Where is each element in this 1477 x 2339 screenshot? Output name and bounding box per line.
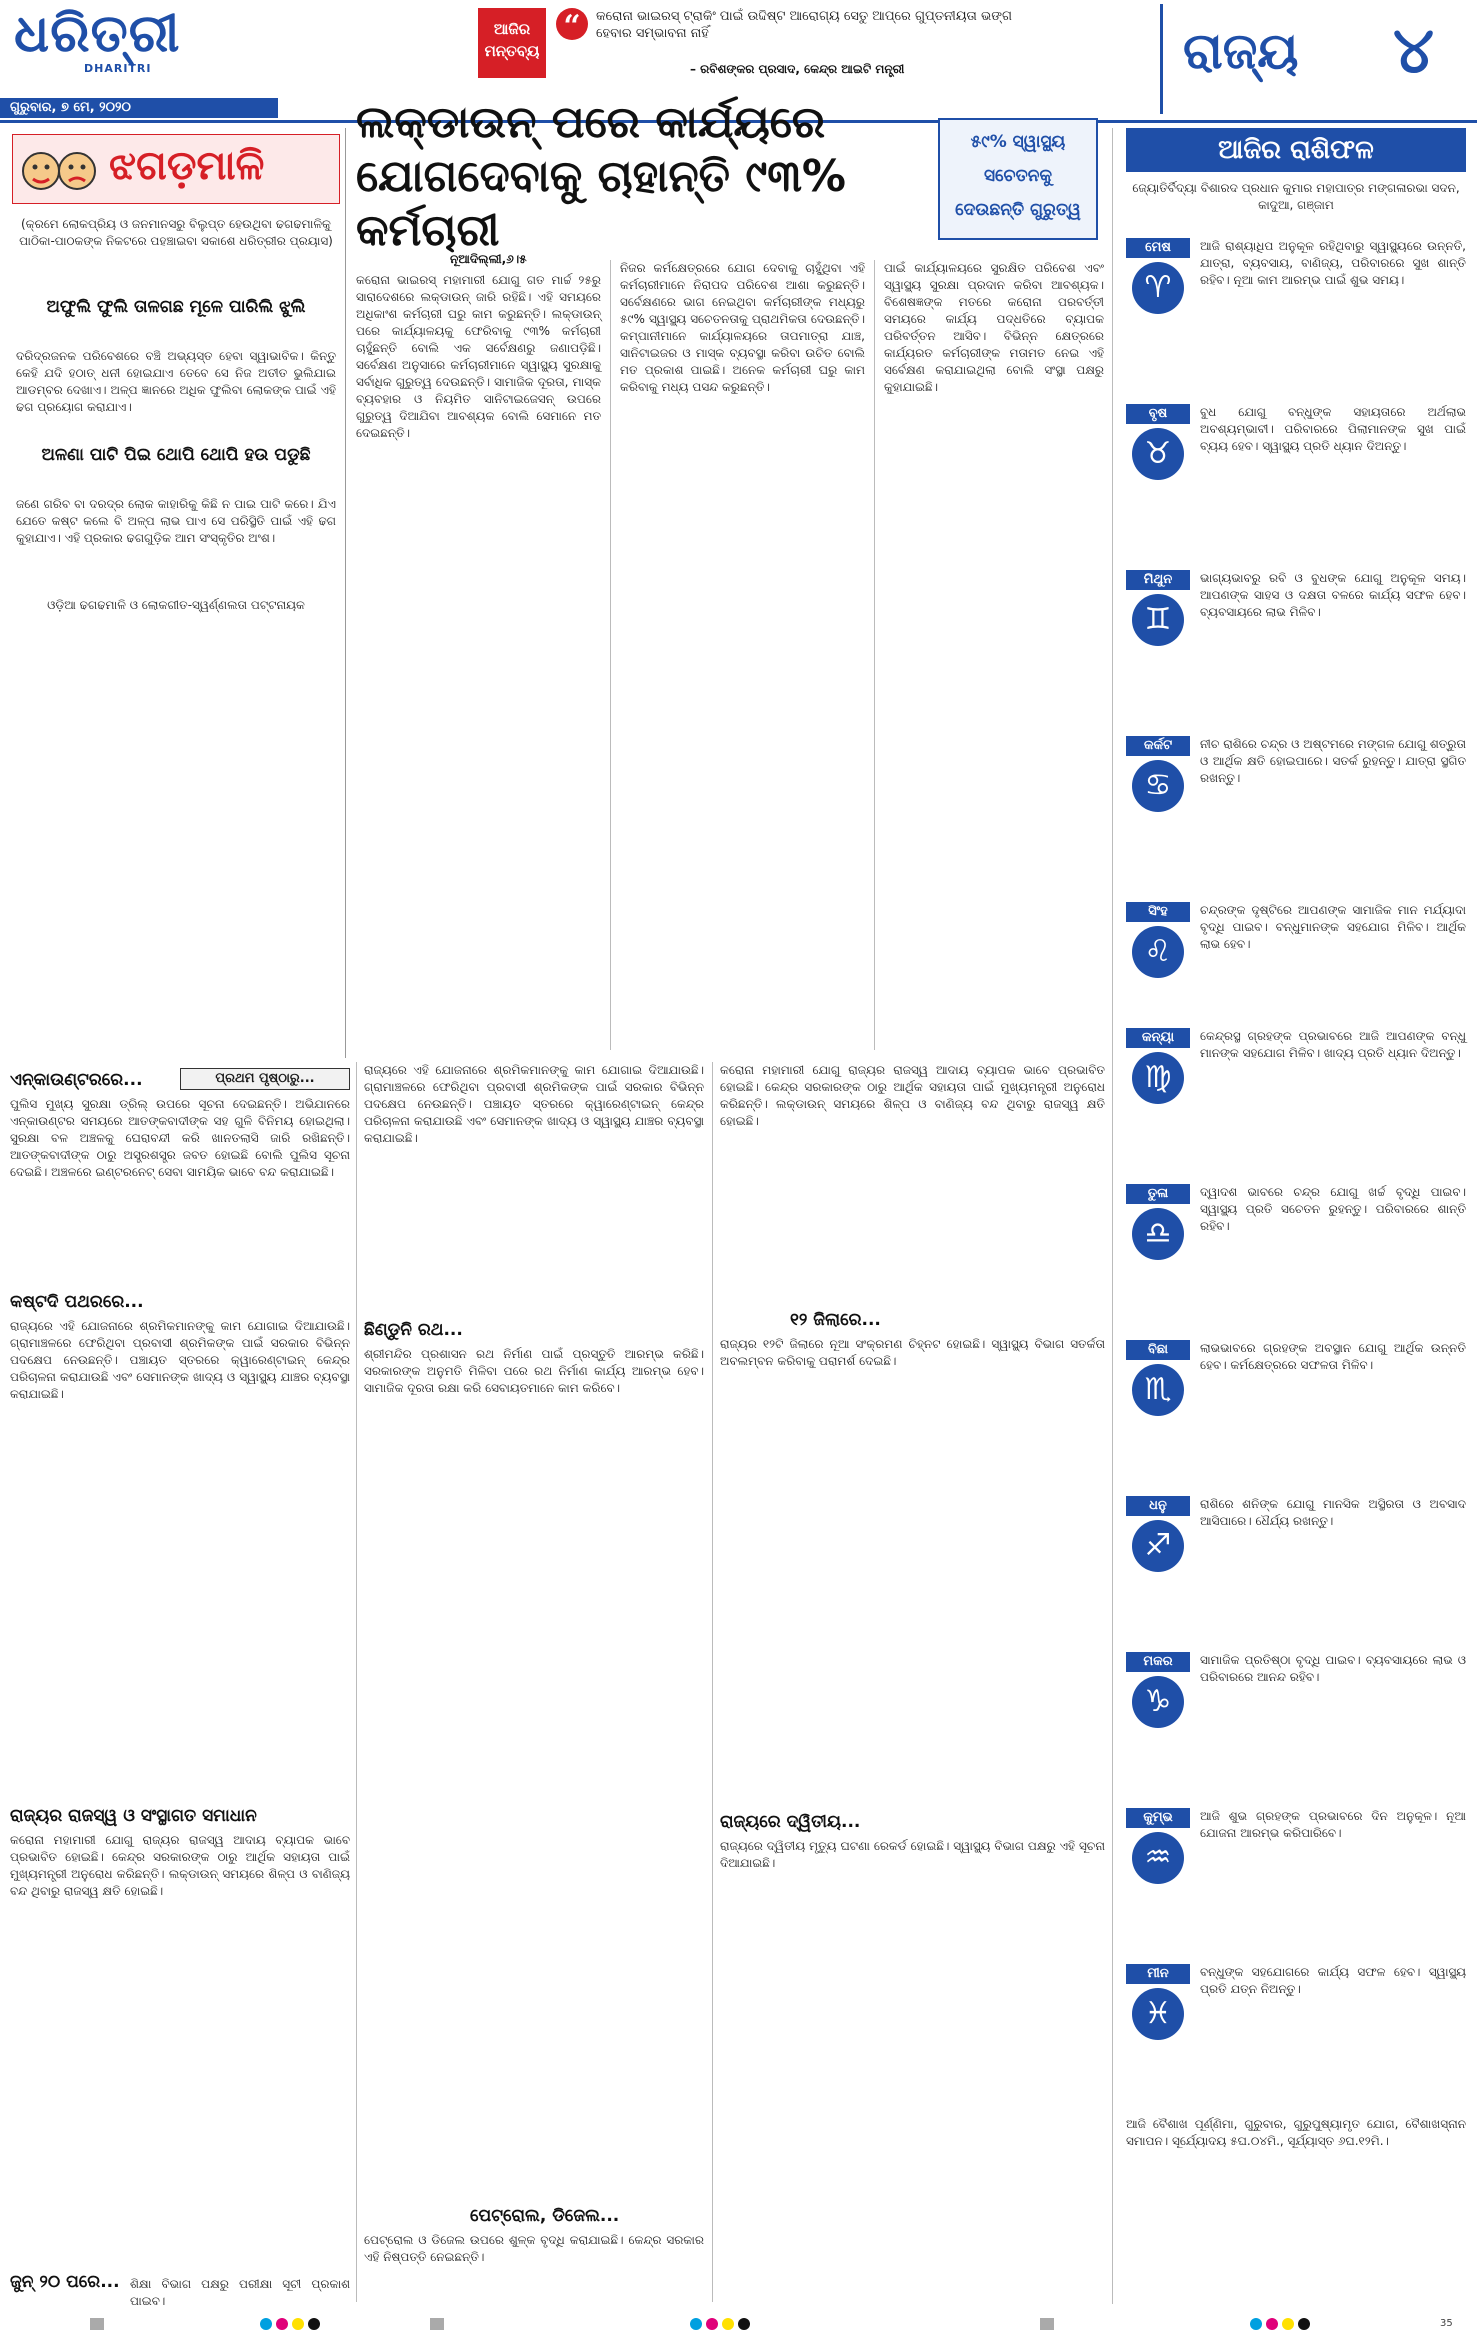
capricorn-icon: ♑	[1132, 1676, 1184, 1728]
scorpio-icon: ♏	[1132, 1364, 1184, 1416]
taurus-icon: ♉	[1132, 428, 1184, 480]
sign-gemini	[1126, 570, 1466, 720]
sign-label: କର୍କଟ	[1126, 736, 1190, 756]
story-june: ଶିକ୍ଷା ବିଭାଗ ପକ୍ଷରୁ ପରୀକ୍ଷା ସୂଚୀ ପ୍ରକାଶ ପାଇବ।	[130, 2277, 350, 2308]
sign-libra	[1126, 1184, 1466, 1334]
print-footer	[0, 2308, 1477, 2339]
subhead-revenue: ରାଜ୍ୟର ରାଜସ୍ୱ ଓ ସଂସ୍ଥାଗତ ସମାଧାନ	[10, 1806, 257, 1826]
sign-label: ବିଛା	[1126, 1340, 1190, 1360]
yellow-dot-icon	[292, 2318, 304, 2330]
badge-line-2: ସଚେତନକୁ	[983, 166, 1053, 186]
lead-column-1: କରୋନା ଭାଇରସ୍ ମହାମାରୀ ଯୋଗୁ ଗତ ମାର୍ଚ୍ଚ ୨୫ରୁ ସାରାଦେଶରେ ଲକ୍‌ଡାଉନ୍ ଜାରି ରହିଛି। ଏହି ସମୟରେ ଅଧିକାଂଶ କର୍ମଚାରୀ ଘରୁ କାମ କରୁଛନ୍ତି। ଲକ୍‌ଡାଉନ୍ ପରେ କାର୍ଯ୍ୟାଳୟକୁ ଫେରିବାକୁ ୯୩% କର୍ମଚାରୀ ଚାହୁଁଛନ୍ତି ବୋଲି ଏକ ସର୍ବେକ୍ଷଣରୁ ଜଣାପଡ଼ିଛି। ସର୍ବେକ୍ଷଣ ଅନୁସାରେ କର୍ମଚାରୀମାନେ ସ୍ୱାସ୍ଥ୍ୟ ସୁରକ୍ଷାକୁ ସର୍ବାଧିକ ଗୁରୁତ୍ୱ ଦେଉଛନ୍ତି। ସାମାଜିକ ଦୂରତା, ମାସ୍କ ବ୍ୟବହାର ଓ ନିୟମିତ ସାନିଟାଇଜେସନ୍ ଉପରେ ଗୁରୁତ୍ୱ ଦିଆଯିବା ଆବଶ୍ୟକ ବୋଲି ସେମାନେ ମତ ଦେଇଛନ୍ତି।	[356, 273, 601, 440]
feature-proverb-1: ଅଫୁଲି ଫୁଲି ତାଳଗଛ ମୂଳେ ପାରିଲି ଝୁଲି	[46, 297, 306, 317]
subhead-encounter: ଏନ୍‌କାଉଣ୍ଟରରେ...	[10, 1070, 143, 1090]
sign-text: ବନ୍ଧୁଙ୍କ ସହଯୋଗରେ କାର୍ଯ୍ୟ ସଫଳ ହେବ। ସ୍ୱାସ୍ଥ୍ୟ ପ୍ରତି ଯତ୍ନ ନିଅନ୍ତୁ।	[1200, 1965, 1466, 1996]
column-rule	[712, 1062, 713, 2302]
subhead-second: ରାଜ୍ୟରେ ଦ୍ୱିତୀୟ...	[720, 1812, 861, 1832]
sign-label: ମକର	[1126, 1652, 1190, 1672]
subhead-june: ଜୁନ୍ ୨୦ ପରେ...	[10, 2272, 120, 2292]
print-mark	[1040, 2318, 1054, 2330]
lead-badge	[938, 118, 1098, 240]
libra-icon: ♎	[1132, 1208, 1184, 1260]
story-continued-a: ରାଜ୍ୟରେ ଏହି ଯୋଜନାରେ ଶ୍ରମିକମାନଙ୍କୁ କାମ ଯୋଗାଇ ଦିଆଯାଉଛି। ଗ୍ରାମାଞ୍ଚଳରେ ଫେରିଥିବା ପ୍ରବାସୀ ଶ୍ରମିକଙ୍କ ପାଇଁ ସରକାର ବିଭିନ୍ନ ପଦକ୍ଷେପ ନେଉଛନ୍ତି। ପଞ୍ଚାୟତ ସ୍ତରରେ କ୍ୱାରେଣ୍ଟାଇନ୍ କେନ୍ଦ୍ର ପରିଚାଳନା କରାଯାଉଛି ଏବଂ ସେମାନଙ୍କ ଖାଦ୍ୟ ଓ ସ୍ୱାସ୍ଥ୍ୟ ଯାଞ୍ଚର ବ୍ୟବସ୍ଥା କରାଯାଇଛି।	[364, 1063, 704, 1145]
column-rule	[874, 260, 875, 1050]
leo-icon: ♌	[1132, 926, 1184, 978]
sign-text: ରାଶିରେ ଶନିଙ୍କ ଯୋଗୁ ମାନସିକ ଅସ୍ଥିରତା ଓ ଅବସାଦ ଆସିପାରେ। ଧୈର୍ଯ୍ୟ ରଖନ୍ତୁ।	[1200, 1497, 1466, 1528]
sign-label: ମୀନ	[1126, 1964, 1190, 1984]
story-chariot: ଶ୍ରୀମନ୍ଦିର ପ୍ରଶାସନ ରଥ ନିର୍ମାଣ ପାଇଁ ପ୍ରସ୍ତୁତି ଆରମ୍ଭ କରିଛି। ସରକାରଙ୍କ ଅନୁମତି ମିଳିବା ପରେ ରଥ ନିର୍ମାଣ କାର୍ଯ୍ୟ ଆରମ୍ଭ ହେବ। ସାମାଜିକ ଦୂରତା ରକ୍ଷା କରି ସେବାୟତମାନେ କାମ କରିବେ।	[364, 1347, 704, 1395]
almanac-footer: ଆଜି ବୈଶାଖ ପୂର୍ଣ୍ଣିମା, ଗୁରୁବାର, ଗୁରୁପୁଷ୍ୟାମୃତ ଯୋଗ, ବୈଶାଖସ୍ନାନ ସମାପନ। ସୂର୍ଯ୍ୟୋଦୟ ୫ଘ.୦୪ମି., ସୂର୍ଯ୍ୟାସ୍ତ ୬ଘ.୧୨ମି.।	[1126, 2117, 1466, 2148]
print-mark	[430, 2318, 444, 2330]
subhead-labour: କଷ୍ଟଦି ପଥରରେ...	[10, 1292, 144, 1312]
lead-headline: ଲକ୍‌ଡାଉନ୍ ପରେ କାର୍ଯ୍ୟରେ ଯୋଗଦେବାକୁ ଚାହାନ୍ତି ୯୩% କର୍ମଚାରୀ	[356, 97, 846, 256]
badge-line-3: ଦେଉଛନ୍ତି ଗୁରୁତ୍ୱ	[955, 200, 1081, 220]
section-name: ରାଜ୍ୟ	[1183, 22, 1299, 80]
horoscope	[1120, 128, 1470, 2288]
cyan-dot-icon	[690, 2318, 702, 2330]
virgo-icon: ♍	[1132, 1052, 1184, 1104]
quote-text: କରୋନା ଭାଇରସ୍ ଟ୍ରାକିଂ ପାଇଁ ଉଦ୍ଦିଷ୍ଟ ଆରୋଗ୍ୟ ସେତୁ ଆପ୍‌ରେ ଗୁପ୍ତନୀୟତା ଭଙ୍ଗ ହେବାର ସମ୍ଭାବନା ନାହିଁ	[596, 9, 1012, 41]
story-encounter: ପୁଲିସ ମୁଖ୍ୟ ସୁରକ୍ଷା ଡ୍ରିଲ୍ ଉପରେ ସୂଚନା ଦେଇଛନ୍ତି। ଅଭିଯାନରେ ଏନ୍‌କାଉଣ୍ଟର ସମୟରେ ଆତଙ୍କବାଦୀଙ୍କ ସହ ଗୁଳି ବିନିମୟ ହୋଇଥିଲା। ସୁରକ୍ଷା ବଳ ଅଞ୍ଚଳକୁ ଘେରାବନ୍ଦୀ କରି ଖାନତଲାସି ଜାରି ରଖିଛନ୍ତି। ଆତଙ୍କବାଦୀଙ୍କ ଠାରୁ ଅସ୍ତ୍ରଶସ୍ତ୍ର ଜବତ ହୋଇଛି ବୋଲି ପୁଲିସ ସୂଚନା ଦେଇଛି। ଅଞ୍ଚଳରେ ଇଣ୍ଟରନେଟ୍ ସେବା ସାମୟିକ ଭାବେ ବନ୍ଦ କରାଯାଇଛି।	[10, 1097, 350, 1179]
story-districts: ରାଜ୍ୟର ୧୨ଟି ଜିଲାରେ ନୂଆ ସଂକ୍ରମଣ ଚିହ୍ନଟ ହୋଇଛି। ସ୍ୱାସ୍ଥ୍ୟ ବିଭାଗ ସତର୍କତା ଅବଲମ୍ବନ କରିବାକୁ ପରାମର୍ଶ ଦେଇଛି।	[720, 1337, 1105, 1368]
sign-label: ଧନୁ	[1126, 1496, 1190, 1516]
lead-dateline: ନୂଆଦିଲ୍ଲୀ,୬।୫	[450, 252, 527, 266]
cyan-dot-icon	[260, 2318, 272, 2330]
story-second: ରାଜ୍ୟରେ ଦ୍ୱିତୀୟ ମୃତ୍ୟୁ ଘଟଣା ରେକର୍ଡ ହୋଇଛି। ସ୍ୱାସ୍ଥ୍ୟ ବିଭାଗ ପକ୍ଷରୁ ଏହି ସୂଚନା ଦିଆଯାଇଛି।	[720, 1839, 1105, 1870]
horoscope-byline: ଜ୍ୟୋତିର୍ବିଦ୍ୟା ବିଶାରଦ ପ୍ରଧାନ କୁମାର ମହାପାତ୍ର ମଙ୍ଗଳାରଭା ସଦନ, କାଦୁଆ, ଗଞ୍ଜାମ	[1132, 181, 1460, 212]
logo	[14, 3, 254, 98]
quote-mark-icon: “	[556, 8, 588, 40]
feature-body-2: ଜଣେ ଗରିବ ବା ଦରଦ୍ର ଲୋକ କାହାରିକୁ କିଛି ନ ପାଇ ପାଟି କରେ। ଯିଏ ଯେତେ କଷ୍ଟ କଲେ ବି ଅଳ୍ପ ଲାଭ ପାଏ ସେ ପରିସ୍ଥିତି ପାଇଁ ଏହି ଢଗ କୁହାଯାଏ। ଏହି ପ୍ରକାର ଢଗଗୁଡ଼ିକ ଆମ ସଂସ୍କୃତିର ଅଂଶ।	[16, 497, 336, 545]
story-petrol: ପେଟ୍ରୋଲ ଓ ଡିଜେଲ ଉପରେ ଶୁଳ୍କ ବୃଦ୍ଧି କରାଯାଇଛି। କେନ୍ଦ୍ର ସରକାର ଏହି ନିଷ୍ପତ୍ତି ନେଇଛନ୍ତି।	[364, 2233, 704, 2264]
section-box	[1160, 4, 1470, 114]
sign-text: ସାମାଜିକ ପ୍ରତିଷ୍ଠା ବୃଦ୍ଧି ପାଇବ। ବ୍ୟବସାୟରେ ଲାଭ ଓ ପରିବାରରେ ଆନନ୍ଦ ରହିବ।	[1200, 1653, 1466, 1684]
logo-text: ଧରିତ୍ରୀ	[14, 3, 181, 64]
story-continued-b: କରୋନା ମହାମାରୀ ଯୋଗୁ ରାଜ୍ୟର ରାଜସ୍ୱ ଆଦାୟ ବ୍ୟାପକ ଭାବେ ପ୍ରଭାବିତ ହୋଇଛି। କେନ୍ଦ୍ର ସରକାରଙ୍କ ଠାରୁ ଆର୍ଥିକ ସହାୟତା ପାଇଁ ମୁଖ୍ୟମନ୍ତ୍ରୀ ଅନୁରୋଧ କରିଛନ୍ତି। ଲକ୍‌ଡାଉନ୍ ସମୟରେ ଶିଳ୍ପ ଓ ବାଣିଜ୍ୟ ବନ୍ଦ ଥିବାରୁ ରାଜସ୍ୱ କ୍ଷତି ହୋଇଛି।	[720, 1063, 1105, 1128]
black-dot-icon	[738, 2318, 750, 2330]
faces-icon	[19, 141, 99, 199]
sign-text: ବୁଧ ଯୋଗୁ ବନ୍ଧୁଙ୍କ ସହାୟତାରେ ଅର୍ଥଲାଭ ଅବଶ୍ୟମ୍ଭାବୀ। ପରିବାରରେ ପିଲାମାନଙ୍କ ସୁଖ ପାଇଁ ବ୍ୟୟ ହେବ। ସ୍ୱାସ୍ଥ୍ୟ ପ୍ରତି ଧ୍ୟାନ ଦିଅନ୍ତୁ।	[1200, 405, 1466, 453]
column-rule	[610, 260, 611, 1050]
story-labour: ରାଜ୍ୟରେ ଏହି ଯୋଜନାରେ ଶ୍ରମିକମାନଙ୍କୁ କାମ ଯୋଗାଇ ଦିଆଯାଉଛି। ଗ୍ରାମାଞ୍ଚଳରେ ଫେରିଥିବା ପ୍ରବାସୀ ଶ୍ରମିକଙ୍କ ପାଇଁ ସରକାର ବିଭିନ୍ନ ପଦକ୍ଷେପ ନେଉଛନ୍ତି। ପଞ୍ଚାୟତ ସ୍ତରରେ କ୍ୱାରେଣ୍ଟାଇନ୍ କେନ୍ଦ୍ର ପରିଚାଳନା କରାଯାଉଛି ଏବଂ ସେମାନଙ୍କ ଖାଦ୍ୟ ଓ ସ୍ୱାସ୍ଥ୍ୟ ଯାଞ୍ଚର ବ୍ୟବସ୍ଥା କରାଯାଇଛି।	[10, 1319, 350, 1401]
sign-label: କୁମ୍ଭ	[1126, 1808, 1190, 1828]
yellow-dot-icon	[1282, 2318, 1294, 2330]
feature-intro: (କ୍ରମେ ଲୋକପ୍ରିୟ ଓ ଜନମାନସରୁ ବିଲୁପ୍ତ ହେଉଥିବା ଢଗଢମାଳିକୁ ପାଠିକା-ପାଠକଙ୍କ ନିକଟରେ ପହଞ୍ଚାଇବା ସକାଶେ ଧରିତ୍ରୀର ପ୍ରୟାସ)	[19, 217, 333, 248]
date-bar: ଗୁରୁବାର, ୭ ମେ, ୨୦୨୦	[0, 98, 278, 118]
subhead-petrol: ପେଟ୍ରୋଲ, ଡିଜେଲ...	[470, 2206, 620, 2226]
aquarius-icon: ♒	[1132, 1832, 1184, 1884]
from-front-label: ପ୍ରଥମ ପୃଷ୍ଠାରୁ...	[180, 1068, 350, 1090]
page-mark: 35	[1440, 2318, 1453, 2329]
logo-subtitle: DHARITRI	[84, 62, 152, 75]
cancer-icon: ♋	[1132, 760, 1184, 812]
subhead-districts: ୧୨ ଜିଲାରେ...	[790, 1310, 881, 1330]
feature-title: ଝଗଡ଼ମାଳି	[109, 143, 265, 189]
sign-text: ଆଜି ଶୁଭ ଗ୍ରହଙ୍କ ପ୍ରଭାବରେ ଦିନ ଅନୁକୂଳ। ନୂଆ ଯୋଜନା ଆରମ୍ଭ କରିପାରିବେ।	[1200, 1809, 1466, 1840]
magenta-dot-icon	[706, 2318, 718, 2330]
sign-text: କେନ୍ଦ୍ରସ୍ଥ ଗ୍ରହଙ୍କ ପ୍ରଭାବରେ ଆଜି ଆପଣଙ୍କ ବନ୍ଧୁ ମାନଙ୍କ ସହଯୋଗ ମିଳିବ। ଖାଦ୍ୟ ପ୍ରତି ଧ୍ୟାନ ଦିଅନ୍ତୁ।	[1200, 1029, 1466, 1060]
gemini-icon: ♊	[1132, 594, 1184, 646]
print-mark	[90, 2318, 104, 2330]
sign-taurus	[1126, 404, 1466, 554]
page-number: ୪	[1393, 14, 1435, 88]
story-revenue: କରୋନା ମହାମାରୀ ଯୋଗୁ ରାଜ୍ୟର ରାଜସ୍ୱ ଆଦାୟ ବ୍ୟାପକ ଭାବେ ପ୍ରଭାବିତ ହୋଇଛି। କେନ୍ଦ୍ର ସରକାରଙ୍କ ଠାରୁ ଆର୍ଥିକ ସହାୟତା ପାଇଁ ମୁଖ୍ୟମନ୍ତ୍ରୀ ଅନୁରୋଧ କରିଛନ୍ତି। ଲକ୍‌ଡାଉନ୍ ସମୟରେ ଶିଳ୍ପ ଓ ବାଣିଜ୍ୟ ବନ୍ଦ ଥିବାରୁ ରାଜସ୍ୱ କ୍ଷତି ହୋଇଛି।	[10, 1833, 350, 1898]
lead-column-2: ନିଜର କର୍ମକ୍ଷେତ୍ରରେ ଯୋଗ ଦେବାକୁ ଚାହୁଁଥିବା ଏହି କର୍ମଚାରୀମାନେ ନିରାପଦ ପରିବେଶ ଆଶା କରୁଛନ୍ତି। ସର୍ବେକ୍ଷଣରେ ଭାଗ ନେଇଥିବା କର୍ମଚାରୀଙ୍କ ମଧ୍ୟରୁ ୫୯% ସ୍ୱାସ୍ଥ୍ୟ ସଚେତନତାକୁ ପ୍ରାଥମିକତା ଦେଉଛନ୍ତି। କମ୍ପାନୀମାନେ କାର୍ଯ୍ୟାଳୟରେ ତାପମାତ୍ରା ଯାଞ୍ଚ, ସାନିଟାଇଜର ଓ ମାସ୍କ ବ୍ୟବସ୍ଥା କରିବା ଉଚିତ ବୋଲି ମତ ପ୍ରକାଶ ପାଇଛି। ଅନେକ କର୍ମଚାରୀ ଘରୁ କାମ କରିବାକୁ ମଧ୍ୟ ପସନ୍ଦ କରୁଛନ୍ତି।	[620, 261, 865, 394]
horoscope-title: ଆଜିର ରାଶିଫଳ	[1126, 128, 1466, 172]
sign-pisces	[1126, 1964, 1466, 2114]
feature-credit: ଓଡ଼ିଆ ଢଗଢମାଳି ଓ ଲୋକଗୀତ-ସ୍ୱର୍ଣ୍ଣଲତା ପଟ୍ଟନାୟକ	[47, 598, 305, 612]
sign-cancer	[1126, 736, 1466, 886]
quote-tag: ଆଜିର ମନ୍ତବ୍ୟ	[478, 8, 546, 78]
subhead-chariot: ଛିଣ୍ଡୁନି ରଥ...	[364, 1320, 463, 1340]
cyan-dot-icon	[1250, 2318, 1262, 2330]
sign-virgo	[1126, 1028, 1466, 1178]
sign-label: କନ୍ୟା	[1126, 1028, 1190, 1048]
column-rule	[1112, 128, 1113, 2304]
sign-text: ନୀଚ ରାଶିରେ ଚନ୍ଦ୍ର ଓ ଅଷ୍ଟମରେ ମଙ୍ଗଳ ଯୋଗୁ ଶତ୍ରୁତା ଓ ଆର୍ଥିକ କ୍ଷତି ହୋଇପାରେ। ସତର୍କ ରୁହନ୍ତୁ। ଯାତ୍ରା ସ୍ଥଗିତ ରଖନ୍ତୁ।	[1200, 737, 1466, 785]
column-rule	[356, 1062, 357, 2302]
sign-text: ଲାଭଭାବରେ ଗ୍ରହଙ୍କ ଅବସ୍ଥାନ ଯୋଗୁ ଆର୍ଥିକ ଉନ୍ନତି ହେବ। କର୍ମକ୍ଷେତ୍ରରେ ସଫଳତା ମିଳିବ।	[1200, 1341, 1466, 1372]
sign-sagittarius	[1126, 1496, 1466, 1646]
sign-text: ଦ୍ୱାଦଶ ଭାବରେ ଚନ୍ଦ୍ର ଯୋଗୁ ଖର୍ଚ୍ଚ ବୃଦ୍ଧି ପାଇବ। ସ୍ୱାସ୍ଥ୍ୟ ପ୍ରତି ସଚେତନ ରୁହନ୍ତୁ। ପରିବାରରେ ଶାନ୍ତି ରହିବ।	[1200, 1185, 1466, 1233]
sign-aquarius	[1126, 1808, 1466, 1958]
sign-text: ଆଜି ରାଶ୍ୟାଧିପ ଅନୁକୂଳ ରହିଥିବାରୁ ସ୍ୱାସ୍ଥ୍ୟରେ ଉନ୍ନତି, ଯାତ୍ରା, ବ୍ୟବସାୟ, ବାଣିଜ୍ୟ, ପରିବାରରେ ସୁଖ ଶାନ୍ତି ରହିବ। ନୂଆ କାମ ଆରମ୍ଭ ପାଇଁ ଶୁଭ ସମୟ।	[1200, 239, 1466, 287]
sign-text: ଭାଗ୍ୟଭାବରୁ ରବି ଓ ବୁଧଙ୍କ ଯୋଗୁ ଅନୁକୂଳ ସମୟ। ଆପଣଙ୍କ ସାହସ ଓ ଦକ୍ଷତା ବଳରେ କାର୍ଯ୍ୟ ସଫଳ ହେବ। ବ୍ୟବସାୟରେ ଲାଭ ମିଳିବ।	[1200, 571, 1466, 619]
aries-icon: ♈	[1132, 262, 1184, 314]
feature-box	[6, 128, 346, 1058]
magenta-dot-icon	[1266, 2318, 1278, 2330]
sign-label: ସିଂହ	[1126, 902, 1190, 922]
black-dot-icon	[308, 2318, 320, 2330]
quote-author: – ରବିଶଙ୍କର ପ୍ରସାଦ, କେନ୍ଦ୍ର ଆଇଟି ମନ୍ତ୍ରୀ	[690, 62, 905, 76]
sign-aries	[1126, 238, 1466, 388]
sign-text: ଚନ୍ଦ୍ରଙ୍କ ଦୃଷ୍ଟିରେ ଆପଣଙ୍କ ସାମାଜିକ ମାନ ମର୍ଯ୍ୟାଦା ବୃଦ୍ଧି ପାଇବ। ବନ୍ଧୁମାନଙ୍କ ସହଯୋଗ ମିଳିବ। ଆର୍ଥିକ ଲାଭ ହେବ।	[1200, 903, 1466, 951]
sagittarius-icon: ♐	[1132, 1520, 1184, 1572]
sign-label: ବୃଷ	[1126, 404, 1190, 424]
sign-label: ମେଷ	[1126, 238, 1190, 258]
yellow-dot-icon	[722, 2318, 734, 2330]
sign-capricorn	[1126, 1652, 1466, 1802]
feature-body-1: ଦରିଦ୍ରଜନକ ପରିବେଶରେ ବଞ୍ଚି ଅଭ୍ୟସ୍ତ ହେବା ସ୍ୱାଭାବିକ। କିନ୍ତୁ କେହି ଯଦି ହଠାତ୍ ଧନୀ ହୋଇଯାଏ ତେବେ ସେ ନିଜ ଅତୀତ ଭୁଲିଯାଇ ଆଡମ୍ବର ଦେଖାଏ। ଅଳ୍ପ ଜ୍ଞାନରେ ଅଧିକ ଫୁଲିବା ଲୋକଙ୍କ ପାଇଁ ଏହି ଢଗ ପ୍ରୟୋଗ କରାଯାଏ।	[16, 349, 336, 414]
sign-label: ତୁଳା	[1126, 1184, 1190, 1204]
feature-header	[12, 134, 340, 204]
badge-line-1: ୫୯% ସ୍ୱାସ୍ଥ୍ୟ	[970, 132, 1066, 152]
magenta-dot-icon	[276, 2318, 288, 2330]
feature-proverb-2: ଅଳଣା ପାଟି ପିଇ ଥୋପି ଥୋପି ହଉ ପଡୁଛି	[41, 445, 311, 465]
lead-column-3: ପାଇଁ କାର୍ଯ୍ୟାଳୟରେ ସୁରକ୍ଷିତ ପରିବେଶ ଏବଂ ସ୍ୱାସ୍ଥ୍ୟ ସୁରକ୍ଷା ପ୍ରଦାନ କରିବା ଆବଶ୍ୟକ। ବିଶେଷଜ୍ଞଙ୍କ ମତରେ କରୋନା ପରବର୍ତ୍ତୀ ସମୟରେ କାର୍ଯ୍ୟ ପଦ୍ଧତିରେ ବ୍ୟାପକ ପରିବର୍ତ୍ତନ ଆସିବ। ବିଭିନ୍ନ କ୍ଷେତ୍ରରେ କାର୍ଯ୍ୟରତ କର୍ମଚାରୀଙ୍କ ମତାମତ ନେଇ ଏହି ସର୍ବେକ୍ଷଣ କରାଯାଇଥିଲା ବୋଲି ସଂସ୍ଥା ପକ୍ଷରୁ କୁହାଯାଇଛି।	[884, 261, 1104, 394]
pisces-icon: ♓	[1132, 1988, 1184, 2040]
black-dot-icon	[1298, 2318, 1310, 2330]
sign-label: ମିଥୁନ	[1126, 570, 1190, 590]
sign-scorpio	[1126, 1340, 1466, 1490]
